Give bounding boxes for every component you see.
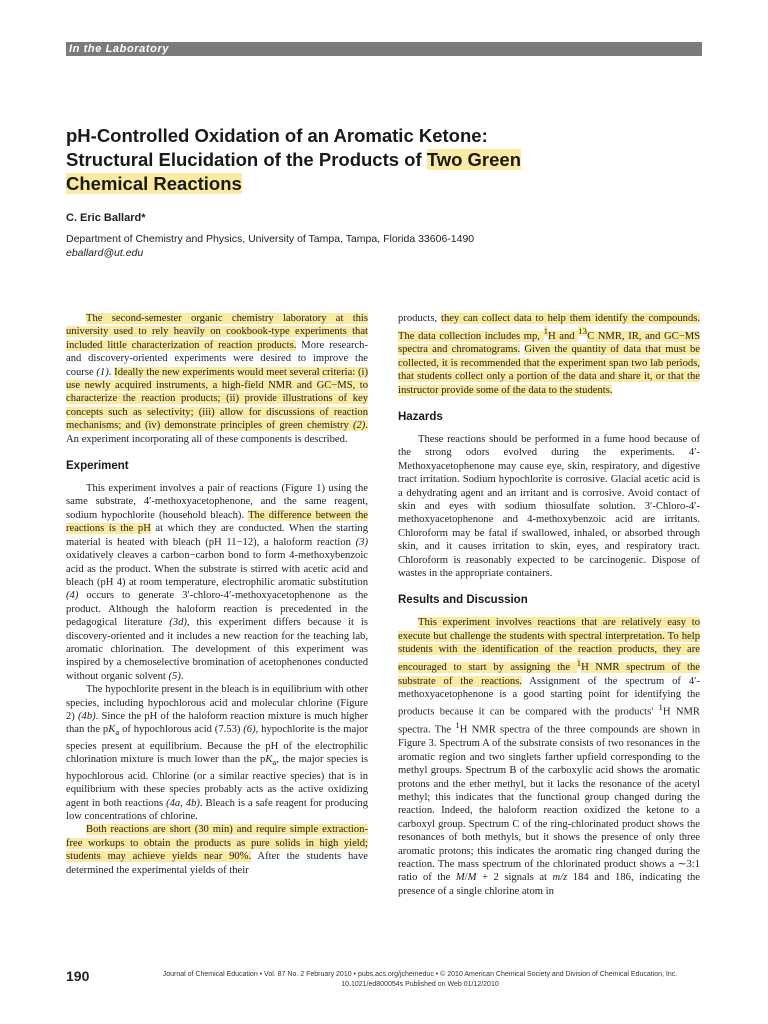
text: H NMR spectra of the three compounds are shown in Figure 3. Spectrum A of the substrate consists of two resonances in the aromatic region and two singlets farther upfield corresponding to the methyl groups. Spectrum B of the carboxylic acid shows the aromatic protons and the ether methyl, but it lacks the resonance of the acetyl methyl; this indicates that the functional group changed during the reaction. Indeed, the haloform reaction oxidized the ketone to a carboxyl group. Spectrum C of the ring-chlorinated product shows the resonances of both methyls, but it shows the presence of only three aromatic protons; this indicates the aromatic ring changed during the reaction. The mass spectrum of the chlorinated product shows a ∼3:1 ratio of the: [398, 724, 700, 884]
ka-symbol: K: [108, 724, 116, 736]
superscript: 1: [543, 326, 548, 337]
affiliation: Department of Chemistry and Physics, University of Tampa, Tampa, Florida 33606-1490: [66, 233, 475, 245]
text: Assignment of the spectrum of 4′-methoxyacetophenone is a good starting point for identifying the products because it can be compared with the products': [398, 675, 700, 718]
text: , the major species is hypochlorous acid. Chlorine (or a similar reactive species) that is in equilibrium with these species probably acts as the active oxidizing agent in both reactions: [66, 754, 368, 809]
highlight: .: [365, 420, 368, 432]
ka-subscript: a: [272, 757, 277, 768]
italic: M: [455, 872, 465, 884]
text: More research- and discovery-oriented experiments were desired to improve the course: [66, 339, 368, 378]
text: + 2 signals at: [476, 872, 553, 884]
text: After the students have determined the experimental yields of their: [66, 851, 369, 876]
right-column: [398, 312, 700, 898]
text: products,: [398, 313, 442, 324]
highlight: The second-semester organic chemistry laboratory at this university used to rely heavily on cookbook-type experiments that included little characterization of reaction products.: [66, 313, 368, 351]
journal-line-2: 10.1021/ed800054s Published on Web 01/12/2010: [341, 981, 499, 988]
citation: (4b): [78, 710, 96, 722]
highlight: Given the quantity of data that must be collected, it is recommended that the experiment span two lab periods, that students collect only a portion of the data and share it, or that the instructor provide some of the data to the students.: [398, 344, 700, 396]
text: . Since the pH of the haloform reaction mixture is much higher than the p: [66, 710, 368, 736]
text: oxidatively cleaves a carbon−carbon bond to form 4-methoxybenzoic acid as the product. When the substrate is stirred with acetic acid and bleach (pH 4) at room temperature, electrophilic aromatic substitution: [66, 550, 368, 588]
text: An experiment incorporating all of these components is described.: [66, 433, 348, 445]
superscript: 1: [658, 702, 663, 713]
intro-paragraph: [66, 312, 368, 446]
author-email[interactable]: eballard@ut.edu: [66, 247, 144, 259]
results-paragraph: [398, 616, 700, 898]
ka-symbol: K: [265, 754, 273, 766]
hazards-paragraph: These reactions should be performed in a fume hood because of the strong odors evolved during the experiments. 4′-Methoxyacetophenone may cause eye, skin, respiratory, and digestive tract irritation. Sodium hypochlorite is corrosive. Glacial acetic acid is a dehydrating agent and an irritant and is corrosive. Avoid contact of skin and eyes with sodium thiosulfate solution. 3′-Chloro-4′-methoxyacetophenone and 4-methoxybenzoic acid are irritants. Chloroform may be fatal if swallowed, inhaled, or absorbed through skin, and it causes irritation to skin, eyes, and respiratory tract. Chloroform is reasonably expected to be carcinogenic. Dispose of wastes in the appropriate containers.: [398, 433, 700, 580]
text: /: [464, 872, 468, 884]
highlight: C NMR, IR, and GC−MS spectra and chromatograms.: [398, 330, 701, 356]
heading-experiment: Experiment: [66, 460, 129, 473]
title-line-2: [66, 148, 706, 172]
continued-paragraph: [398, 312, 700, 397]
highlight: Ideally the new experiments would meet several criteria: (i) use newly acquired instruments, a high-field NMR and GC−MS, to characterize the reaction products; (ii) provide illustrations of key concepts such as selectivity; (iii) allow for discussions of reaction mechanisms; and (iv) demonstrate principles of green chemistry: [66, 366, 369, 432]
section-label: In the Laboratory: [69, 43, 170, 55]
highlight: H and: [548, 330, 579, 342]
text: of hypochlorous acid (7.53): [119, 724, 244, 736]
title-highlight-1: Two Green: [426, 149, 522, 170]
heading-results: Results and Discussion: [398, 594, 528, 607]
text: .: [180, 670, 184, 682]
text: .: [108, 366, 115, 378]
title-highlight-2: Chemical Reactions: [66, 173, 242, 194]
highlight: H NMR spectrum of the substrate of the reactions.: [398, 662, 700, 687]
ka-subscript: a: [115, 727, 120, 738]
italic: m/z: [552, 872, 568, 884]
title-line-3: [66, 172, 706, 196]
experiment-paragraph-1: [66, 482, 368, 683]
experiment-paragraph-2: [66, 683, 368, 823]
text: This experiment involves a pair of reactions (Figure 1) using the same substrate, 4′-methoxyacetophenone, and the same reagent, sodium hypochlorite (household bleach).: [66, 483, 368, 521]
citation: (2): [352, 420, 366, 432]
page-number: 190: [66, 968, 90, 984]
citation: (1): [96, 366, 109, 378]
text: , hypochlorite is the major species present at equilibrium. Because the pH of the electrophilic chlorination mixture is much lower than the p: [66, 724, 369, 766]
superscript: 1: [576, 657, 582, 668]
text: 184 and 186, indicating the presence of a single chlorine atom in: [398, 872, 700, 897]
heading-hazards: Hazards: [398, 410, 443, 423]
text: , this experiment differs because it is discovery-oriented and it includes a new reaction for the teaching lab, aromatic chlorination. The development of this experiment was inspired by a chemoselective bromination of acetophenones conducted without organic solvent: [66, 617, 368, 682]
superscript: 13: [578, 326, 588, 337]
italic: M: [467, 872, 477, 884]
left-column: [66, 312, 368, 877]
journal-citation: [140, 970, 700, 990]
title-line-1: pH-Controlled Oxidation of an Aromatic Ketone:: [66, 125, 488, 146]
citation: (5): [168, 670, 181, 682]
superscript: 1: [455, 720, 460, 731]
text: at which they are conducted. When the starting material is heated with bleach (pH 11−12), a haloform reaction: [66, 523, 368, 548]
citation: (3d): [169, 617, 187, 629]
highlight: Both reactions are short (30 min) and require simple extraction-free workups to obtain the products as pure solids in high yield; students may achieve yields near 90%.: [66, 824, 368, 863]
highlight: they can collect data to help them identify the compounds. The data collection includes mp,: [398, 313, 701, 342]
experiment-paragraph-3: [66, 823, 368, 877]
citation: (3): [355, 536, 368, 548]
citation: (4a, 4b): [166, 797, 200, 809]
highlight: The difference between the reactions is the pH: [66, 509, 368, 535]
text: occurs to generate 3′-chloro-4′-methoxyacetophenone as the product. Although the haloform reaction is precedented in the pedagogical literature: [66, 590, 368, 629]
text: H NMR spectra. The: [398, 706, 700, 736]
section-header-bar: [66, 42, 702, 56]
text: . Bleach is a safe reagent for producing low concentrations of chlorine.: [66, 797, 368, 823]
highlight: This experiment involves reactions that are relatively easy to execute but challenge the students with spectral interpretation. To help students with the identification of the reaction products, they are encouraged to start by assigning the: [398, 617, 700, 674]
journal-line-1: Journal of Chemical Education • Vol. 87 No. 2 February 2010 • pubs.acs.org/jchemeduc • © 2010 American Chemical Society and Division of Chemical Education, Inc.: [162, 971, 678, 978]
affiliation-block: [66, 232, 706, 260]
text: The hypochlorite present in the bleach is in equilibrium with other species, including hypochlorous acid and molecular chlorine (Figure 2): [66, 684, 368, 722]
article-title: [66, 124, 706, 196]
author-name: C. Eric Ballard*: [66, 212, 146, 224]
citation: (6): [243, 724, 256, 736]
citation: (4): [66, 590, 79, 602]
title-line-2-text: Structural Elucidation of the Products of: [66, 149, 427, 170]
